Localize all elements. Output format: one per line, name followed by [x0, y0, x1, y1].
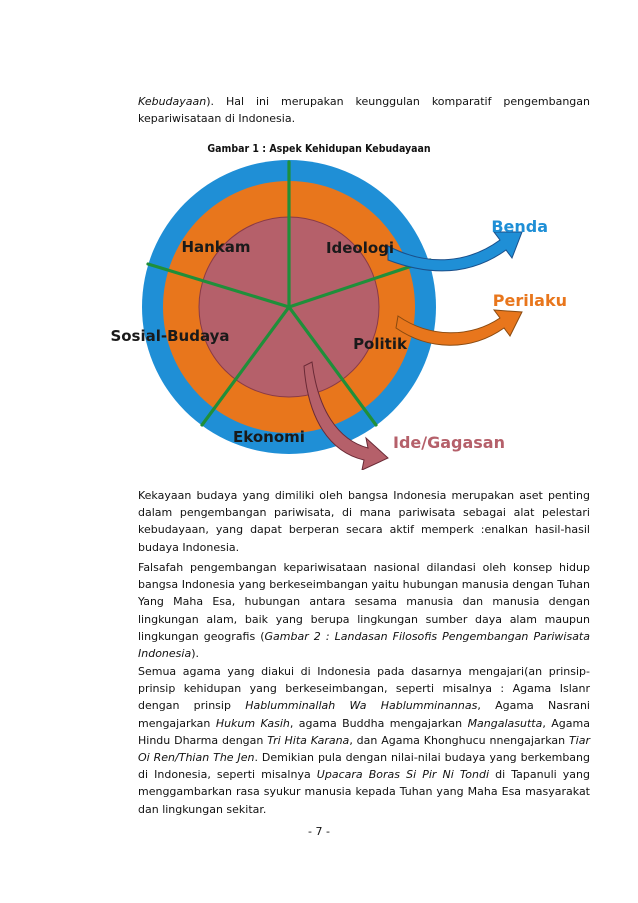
- paragraph-1-text: Kekayaan budaya yang dimiliki oleh bangsa Indonesia merupakan aset penting dalam pengembangan pariwisata, di mana pariwisata sebagai alat pelestari kebudayaan, yang dapat berperan secara aktif memperk :enalkan hasil-hasil budaya Indonesia.: [138, 489, 590, 554]
- figure-caption: Gambar 1 : Aspek Kehidupan Kebudayaan: [207, 143, 431, 155]
- paragraph-3-text-f: . Demikian pula dengan nilai-nilai budaya yang berkembang di Indonesia, seperti misalnya: [138, 751, 590, 782]
- paragraph-3-text-g: di Tapanuli yang menggambarkan rasa syukur manusia kepada Tuhan yang Maha Esa masyarakat dan lingkungan sekitar.: [138, 768, 590, 816]
- paragraph-3-italic-6: Upacara Boras Si Pir Ni Tondi: [316, 768, 490, 782]
- paragraph-2-text-b: ).: [191, 647, 199, 661]
- label-sosial-budaya: Sosial-Budaya: [110, 327, 230, 345]
- label-hankam: Hankam: [181, 238, 251, 256]
- paragraph-3-text-a: Semua agama yang diakui di Indonesia pada dasarnya mengajari(an prinsip-prinsip kehidupan yang berkeseimbangan, seperti misalnya : Agama Islanr dengan prinsip: [138, 665, 590, 713]
- paragraph-2-figure-ref: Gambar 2 : Landasan Filosofis Pengembangan Pariwisata Indonesia: [138, 629, 590, 661]
- paragraph-1: [138, 487, 590, 556]
- paragraph-3-italic-4: Tri Hita Karana: [267, 733, 350, 747]
- paragraph-3-text-e: , dan Agama Khonghucu nnengajarkan: [349, 733, 569, 747]
- label-ide-gagasan: Ide/Gagasan: [393, 433, 505, 452]
- label-perilaku: Perilaku: [492, 291, 567, 310]
- paragraph-2: [138, 559, 590, 662]
- intro-text: ). Hal ini merupakan keunggulan komparatif pengembangan kepariwisataan di Indonesia.: [138, 95, 590, 126]
- paragraph-2-text-a: Falsafah pengembangan kepariwisataan nasional dilandasi oleh konsep hidup bangsa Indonesia yang berkeseimbangan yaitu hubungan manusia dengan Tuhan Yang Maha Esa, hubungan antara sesama manusia dan manusia dengan lingkungan alam, baik yang berupa lingkungan sumber daya alam maupun lingkungan geografis (: [138, 561, 590, 643]
- label-benda: Benda: [491, 217, 548, 236]
- paragraph-3-text-d: , Agama Hindu Dharma dengan: [138, 716, 590, 747]
- paragraph-3-italic-1: Hablumminallah Wa Hablumminannas: [245, 699, 478, 713]
- paragraph-3-text-b: , Agama Nasrani mengajarkan: [138, 699, 590, 730]
- label-ideologi: Ideologi: [325, 239, 395, 257]
- intro-italic: Kebudayaan: [138, 95, 207, 108]
- paragraph-3-italic-5: Tiar Oi Ren/Thian The Jen: [138, 733, 590, 765]
- label-politik: Politik: [353, 335, 407, 353]
- paragraph-3-text-c: , agama Buddha mengajarkan: [289, 716, 468, 730]
- paragraph-3: [138, 663, 590, 818]
- paragraph-3-italic-3: Mangalasutta: [467, 716, 543, 730]
- label-ekonomi: Ekonomi: [233, 428, 305, 446]
- paragraph-3-italic-2: Hukum Kasih: [215, 716, 290, 730]
- page-number: - 7 -: [308, 825, 330, 838]
